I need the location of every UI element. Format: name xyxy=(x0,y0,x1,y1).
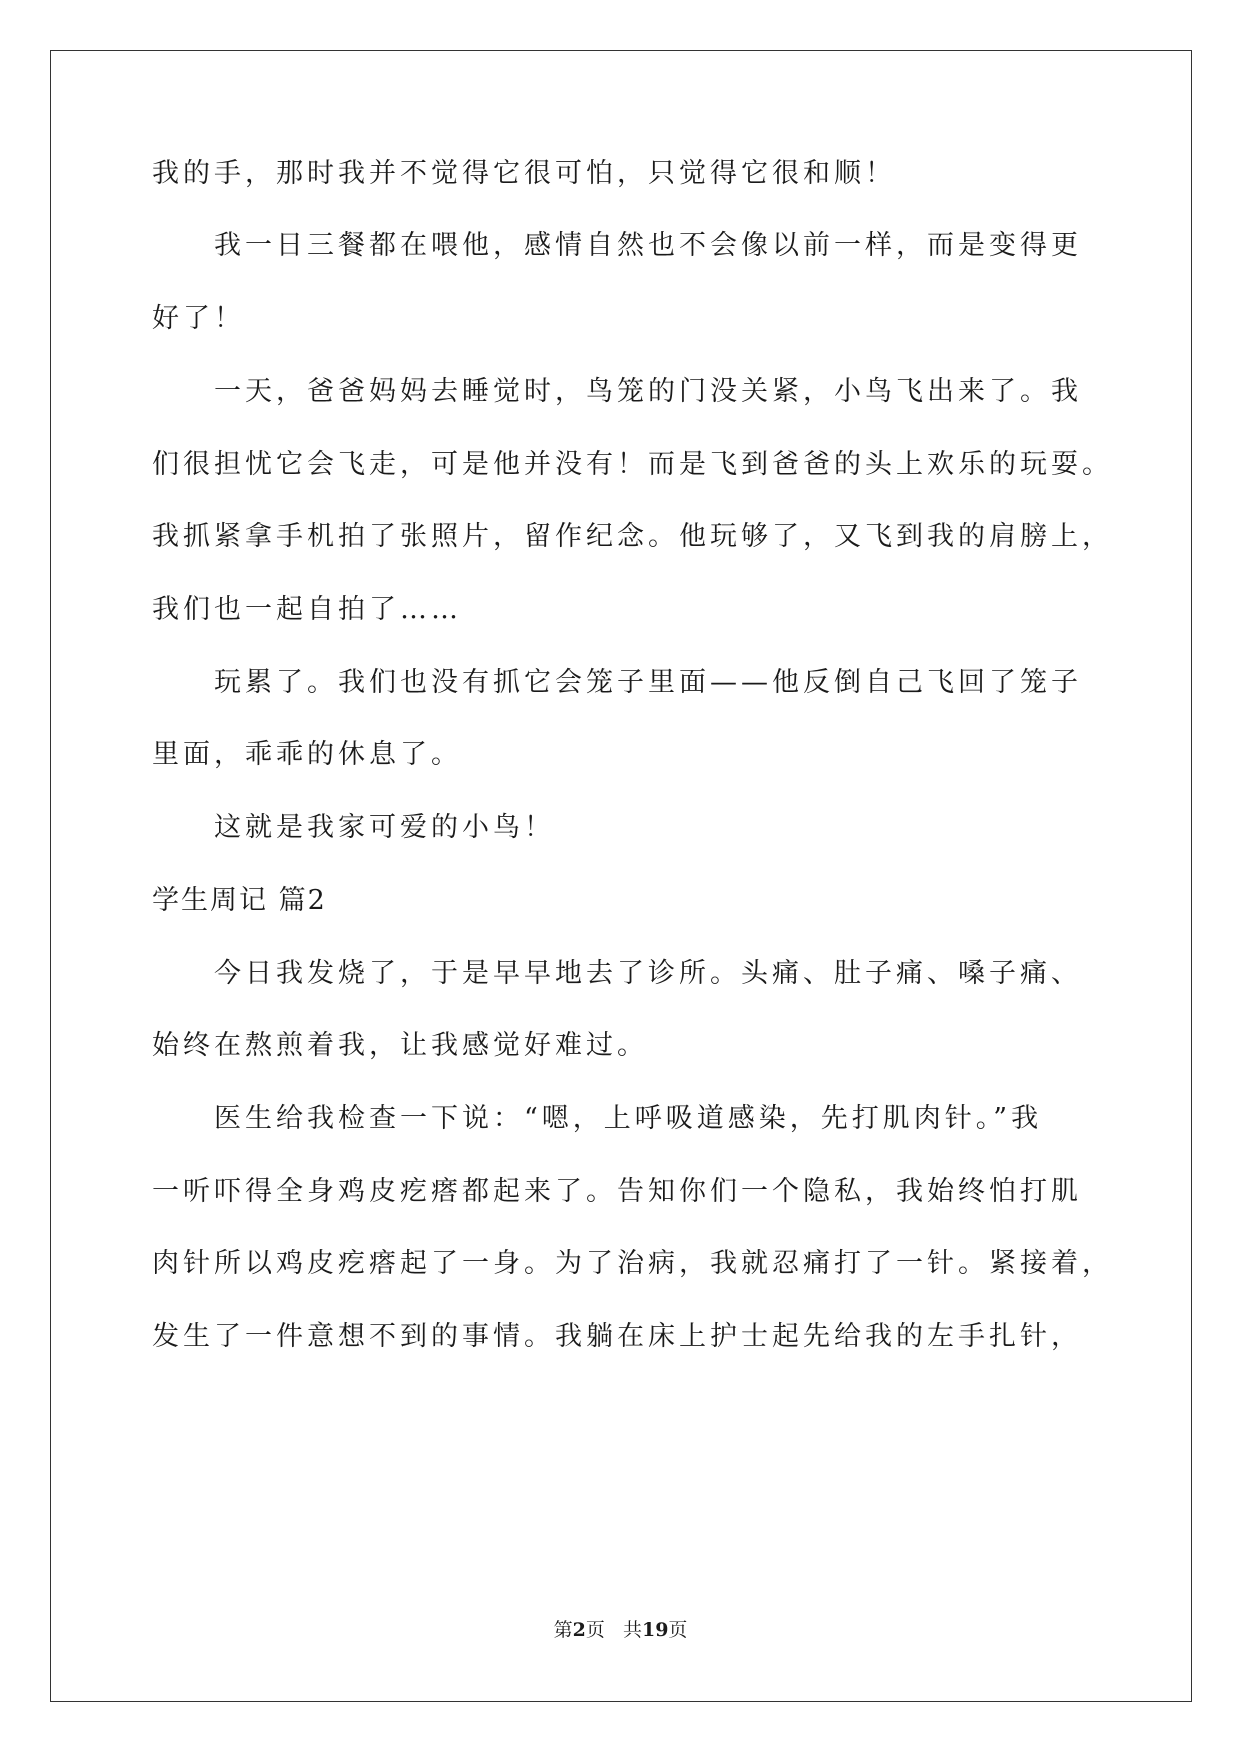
text-line-8: 玩累了。我们也没有抓它会笼子里面——他反倒自己飞回了笼子 xyxy=(214,667,1082,698)
text-line-12: 今日我发烧了，于是早早地去了诊所。头痛、肚子痛、嗓子痛、 xyxy=(214,958,1082,989)
text-line-15: 一听吓得全身鸡皮疙瘩都起来了。告知你们一个隐私，我始终怕打肌 xyxy=(152,1176,1082,1207)
page-border xyxy=(50,50,1192,1702)
total-prefix: 共 xyxy=(622,1619,642,1641)
total-suffix: 页 xyxy=(668,1619,688,1641)
text-line-6: 我抓紧拿手机拍了张照片，留作纪念。他玩够了，又飞到我的肩膀上， xyxy=(152,521,1113,552)
total-pages: 19 xyxy=(641,1619,669,1641)
text-line-16: 肉针所以鸡皮疙瘩起了一身。为了治病，我就忍痛打了一针。紧接着， xyxy=(152,1248,1113,1279)
page-prefix: 第 xyxy=(553,1619,573,1641)
text-line-9: 里面，乖乖的休息了。 xyxy=(152,739,462,770)
page-number: 2 xyxy=(572,1619,586,1641)
text-line-3: 好了！ xyxy=(152,303,245,334)
section-heading: 学生周记 篇2 xyxy=(152,885,327,916)
page-footer xyxy=(0,1618,1241,1642)
text-line-4: 一天，爸爸妈妈去睡觉时，鸟笼的门没关紧，小鸟飞出来了。我 xyxy=(214,376,1082,407)
text-line-2: 我一日三餐都在喂他，感情自然也不会像以前一样，而是变得更 xyxy=(214,230,1082,261)
text-line-7: 我们也一起自拍了…… xyxy=(152,594,462,625)
text-line-13: 始终在熬煎着我，让我感觉好难过。 xyxy=(152,1030,648,1061)
text-line-5: 们很担忧它会飞走，可是他并没有！而是飞到爸爸的头上欢乐的玩耍。 xyxy=(152,449,1113,480)
text-line-10: 这就是我家可爱的小鸟！ xyxy=(214,812,555,843)
text-line-1: 我的手，那时我并不觉得它很可怕，只觉得它很和顺！ xyxy=(152,158,896,189)
page-suffix: 页 xyxy=(585,1619,605,1641)
text-line-17: 发生了一件意想不到的事情。我躺在床上护士起先给我的左手扎针， xyxy=(152,1321,1082,1352)
text-line-14: 医生给我检查一下说：“嗯，上呼吸道感染，先打肌肉针。”我 xyxy=(214,1103,1043,1134)
